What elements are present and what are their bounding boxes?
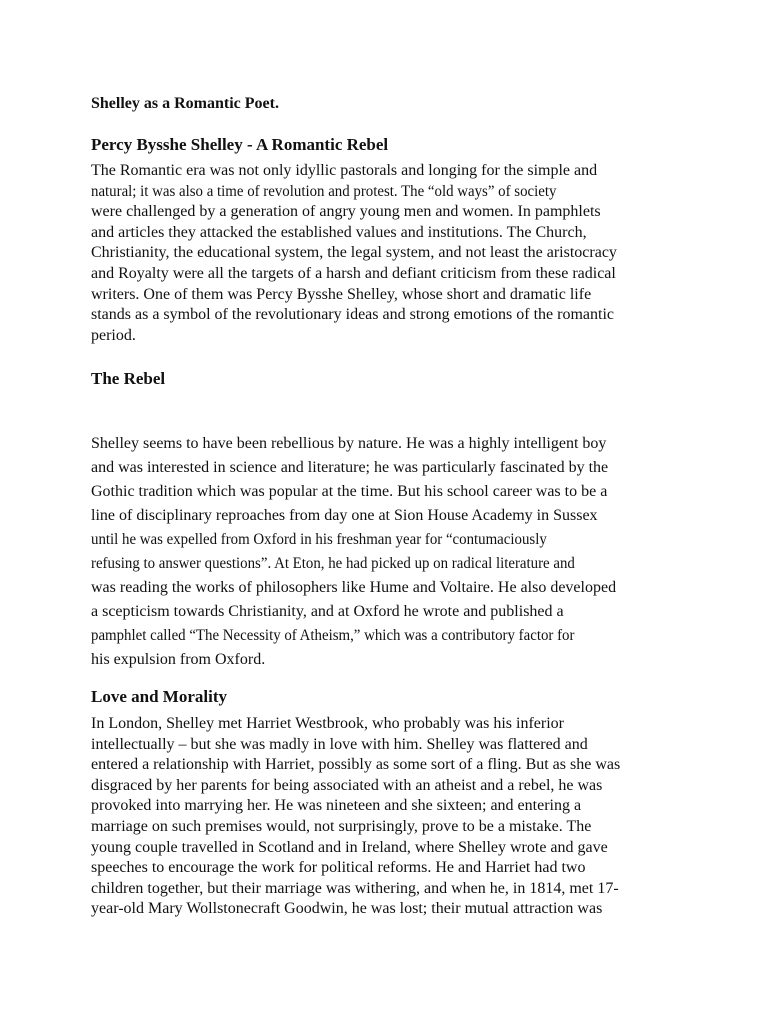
paragraph-line: marriage on such premises would, not surprisingly, prove to be a mistake. The (91, 817, 592, 835)
paragraph-line: year-old Mary Wollstonecraft Goodwin, he was lost; their mutual attraction was (91, 900, 603, 918)
paragraph-romantic-era (91, 161, 617, 346)
paragraph-line: and was interested in science and literature; he was particularly fascinated by the (91, 459, 609, 476)
paragraph-line: Shelley seems to have been rebellious by nature. He was a highly intelligent boy (91, 435, 607, 452)
paragraph-line: and articles they attacked the established values and institutions. The Church, (91, 223, 587, 241)
paragraph-line: stands as a symbol of the revolutionary ideas and strong emotions of the romantic (91, 306, 614, 324)
paragraph-line-text: refusing to answer questions”. At Eton, he had picked up on radical literature and (91, 555, 575, 572)
paragraph-line: Gothic tradition which was popular at the time. But his school career was to be a (91, 483, 608, 500)
paragraph-line: Christianity, the educational system, the legal system, and not least the aristocracy (91, 244, 617, 262)
paragraph-line: young couple travelled in Scotland and in Ireland, where Shelley wrote and gave (91, 838, 608, 856)
section-heading-love-and-morality: Love and Morality (91, 687, 227, 706)
paragraph-line-text: until he was expelled from Oxford in his freshman year for “contumaciously (91, 531, 547, 548)
paragraph-line: and Royalty were all the targets of a harsh and defiant criticism from these radical (91, 264, 616, 282)
paragraph-line (91, 624, 616, 648)
paragraph-line: a scepticism towards Christianity, and at Oxford he wrote and published a (91, 603, 564, 620)
paragraph-line: period. (91, 326, 136, 344)
section-heading-romantic-rebel: Percy Bysshe Shelley - A Romantic Rebel (91, 135, 389, 154)
paragraph-line-text: pamphlet called “The Necessity of Atheism,” which was a contributory factor for (91, 627, 575, 644)
paragraph-line: were challenged by a generation of angry young men and women. In pamphlets (91, 203, 601, 221)
paragraph-line-text: natural; it was also a time of revolution and protest. The “old ways” of society (91, 182, 557, 200)
paragraph-line: In London, Shelley met Harriet Westbrook, who probably was his inferior (91, 715, 564, 732)
paragraph-line: children together, but their marriage was withering, and when he, in 1814, met 17- (91, 879, 619, 897)
paragraph-line (91, 552, 616, 576)
paragraph-line: line of disciplinary reproaches from day one at Sion House Academy in Sussex (91, 507, 598, 524)
paragraph-love-and-morality (91, 714, 620, 920)
paragraph-line (91, 528, 616, 552)
paragraph-line: The Romantic era was not only idyllic pastorals and longing for the simple and (91, 162, 598, 179)
paragraph-line: disgraced by her parents for being associated with an atheist and a rebel, he was (91, 776, 603, 794)
paragraph-line: provoked into marrying her. He was nineteen and she sixteen; and entering a (91, 797, 582, 815)
paragraph-line: was reading the works of philosophers like Hume and Voltaire. He also developed (91, 579, 617, 596)
paragraph-line: his expulsion from Oxford. (91, 651, 266, 668)
document-title: Shelley as a Romantic Poet. (91, 95, 279, 112)
paragraph-line (91, 182, 617, 203)
section-heading-the-rebel: The Rebel (91, 369, 166, 388)
paragraph-line: intellectually – but she was madly in love with him. Shelley was flattered and (91, 735, 588, 753)
paragraph-line: entered a relationship with Harriet, possibly as some sort of a fling. But as she was (91, 756, 621, 774)
paragraph-the-rebel (91, 432, 616, 672)
paragraph-line: writers. One of them was Percy Bysshe Shelley, whose short and dramatic life (91, 285, 592, 303)
paragraph-line: speeches to encourage the work for political reforms. He and Harriet had two (91, 859, 586, 877)
